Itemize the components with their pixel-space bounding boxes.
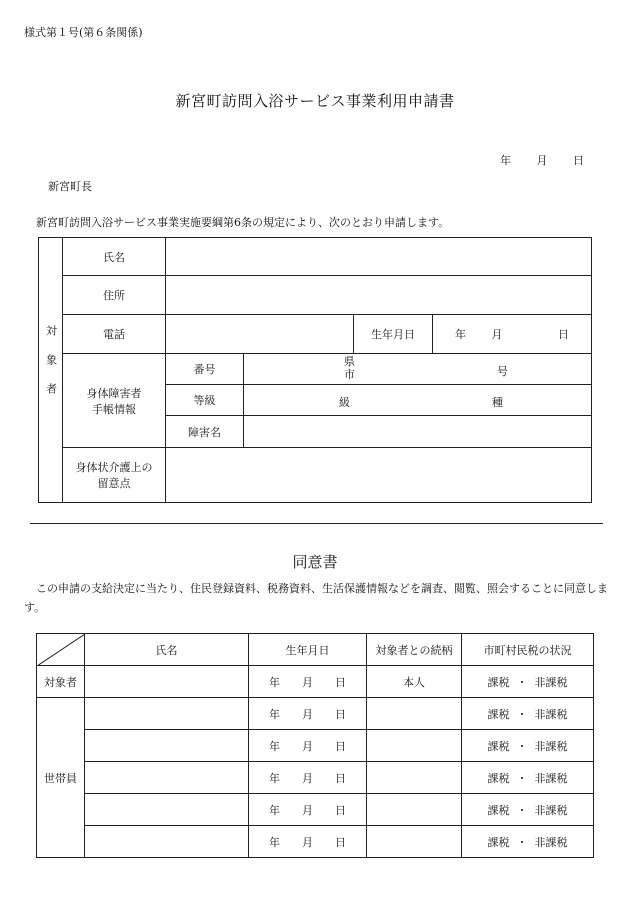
page-title: 新宮町訪問入浴サービス事業利用申請書 <box>175 92 455 110</box>
consent-heading: 同意書 <box>292 553 338 571</box>
city-label: 市 <box>344 368 355 381</box>
table-row <box>37 698 594 730</box>
type-suffix: 種 <box>492 396 503 409</box>
grade-field[interactable] <box>244 385 592 416</box>
phone-field[interactable] <box>166 315 354 354</box>
address-field[interactable] <box>166 276 592 315</box>
household-name-field[interactable] <box>85 762 249 794</box>
disability-name-label: 障害名 <box>166 416 244 448</box>
tax-status[interactable]: 課税 ・ 非課税 <box>462 698 594 730</box>
col-name-header: 氏名 <box>85 634 249 666</box>
phone-label: 電話 <box>63 315 166 354</box>
form-id: 様式第１号(第６条関係) <box>24 26 143 39</box>
care-notes-label: 身体状介護上の 留意点 <box>63 448 166 503</box>
tax-status[interactable]: 課税 ・ 非課税 <box>462 794 594 826</box>
tax-status-target[interactable]: 課税 ・ 非課税 <box>462 666 594 698</box>
table-row <box>37 730 594 762</box>
household-name-field[interactable] <box>85 730 249 762</box>
consent-text: この申請の支給決定に当たり、住民登録資料、税務資料、生活保護情報などを調査、閲覧、照会することに同意します。 <box>24 582 608 614</box>
target-label: 対象者 <box>37 666 85 698</box>
col-birth-header: 生年月日 <box>249 634 367 666</box>
household-birth-field[interactable]: 年 月 日 <box>249 762 367 794</box>
relation-self: 本人 <box>367 666 462 698</box>
tax-status[interactable]: 課税 ・ 非課税 <box>462 762 594 794</box>
table-row <box>37 762 594 794</box>
disability-name-field[interactable] <box>244 416 592 448</box>
care-notes-field[interactable] <box>166 448 592 503</box>
household-name-field[interactable] <box>85 826 249 858</box>
household-label: 世帯員 <box>37 698 85 858</box>
handbook-label: 身体障害者 手帳情報 <box>63 354 166 448</box>
diagonal-line-icon <box>37 634 85 666</box>
number-suffix: 号 <box>497 365 508 378</box>
divider-line <box>30 523 603 524</box>
target-name-field[interactable] <box>85 666 249 698</box>
col-tax-header: 市町村民税の状況 <box>462 634 594 666</box>
household-birth-field[interactable]: 年 月 日 <box>249 794 367 826</box>
tax-status[interactable]: 課税 ・ 非課税 <box>462 730 594 762</box>
household-birth-field[interactable]: 年 月 日 <box>249 698 367 730</box>
household-relation-field[interactable] <box>367 730 462 762</box>
applicant-side-label: 対象者 <box>39 238 63 503</box>
household-birth-field[interactable]: 年 月 日 <box>249 826 367 858</box>
number-field[interactable] <box>244 354 592 385</box>
household-name-field[interactable] <box>85 794 249 826</box>
table-row <box>37 794 594 826</box>
applicant-table <box>38 237 592 503</box>
household-name-field[interactable] <box>85 698 249 730</box>
date-year: 年 <box>500 154 511 167</box>
household-relation-field[interactable] <box>367 762 462 794</box>
date-month: 月 <box>536 154 548 167</box>
household-relation-field[interactable] <box>367 698 462 730</box>
birth-label: 生年月日 <box>354 315 433 354</box>
date-day: 日 <box>573 154 584 167</box>
col-relation-header: 対象者との続柄 <box>367 634 462 666</box>
birth-date-field[interactable]: 年 月 日 <box>433 315 592 354</box>
number-label: 番号 <box>166 354 244 385</box>
grade-suffix: 級 <box>339 396 350 409</box>
name-field[interactable] <box>166 238 592 276</box>
household-relation-field[interactable] <box>367 794 462 826</box>
consent-row-target <box>37 666 594 698</box>
address-label: 住所 <box>63 276 166 315</box>
intro-text: 新宮町訪問入浴サービス事業実施要綱第6条の規定により、次のとおり申請します。 <box>36 216 450 229</box>
date-line <box>500 152 584 168</box>
household-relation-field[interactable] <box>367 826 462 858</box>
household-birth-field[interactable]: 年 月 日 <box>249 730 367 762</box>
grade-label: 等級 <box>166 385 244 416</box>
tax-status[interactable]: 課税 ・ 非課税 <box>462 826 594 858</box>
name-label: 氏名 <box>63 238 166 276</box>
addressee: 新宮町長 <box>48 180 92 193</box>
prefecture-label: 県 <box>344 355 355 368</box>
table-row <box>37 826 594 858</box>
consent-table <box>36 633 594 858</box>
corner-diagonal-cell <box>37 634 85 666</box>
target-birth-field[interactable]: 年 月 日 <box>249 666 367 698</box>
